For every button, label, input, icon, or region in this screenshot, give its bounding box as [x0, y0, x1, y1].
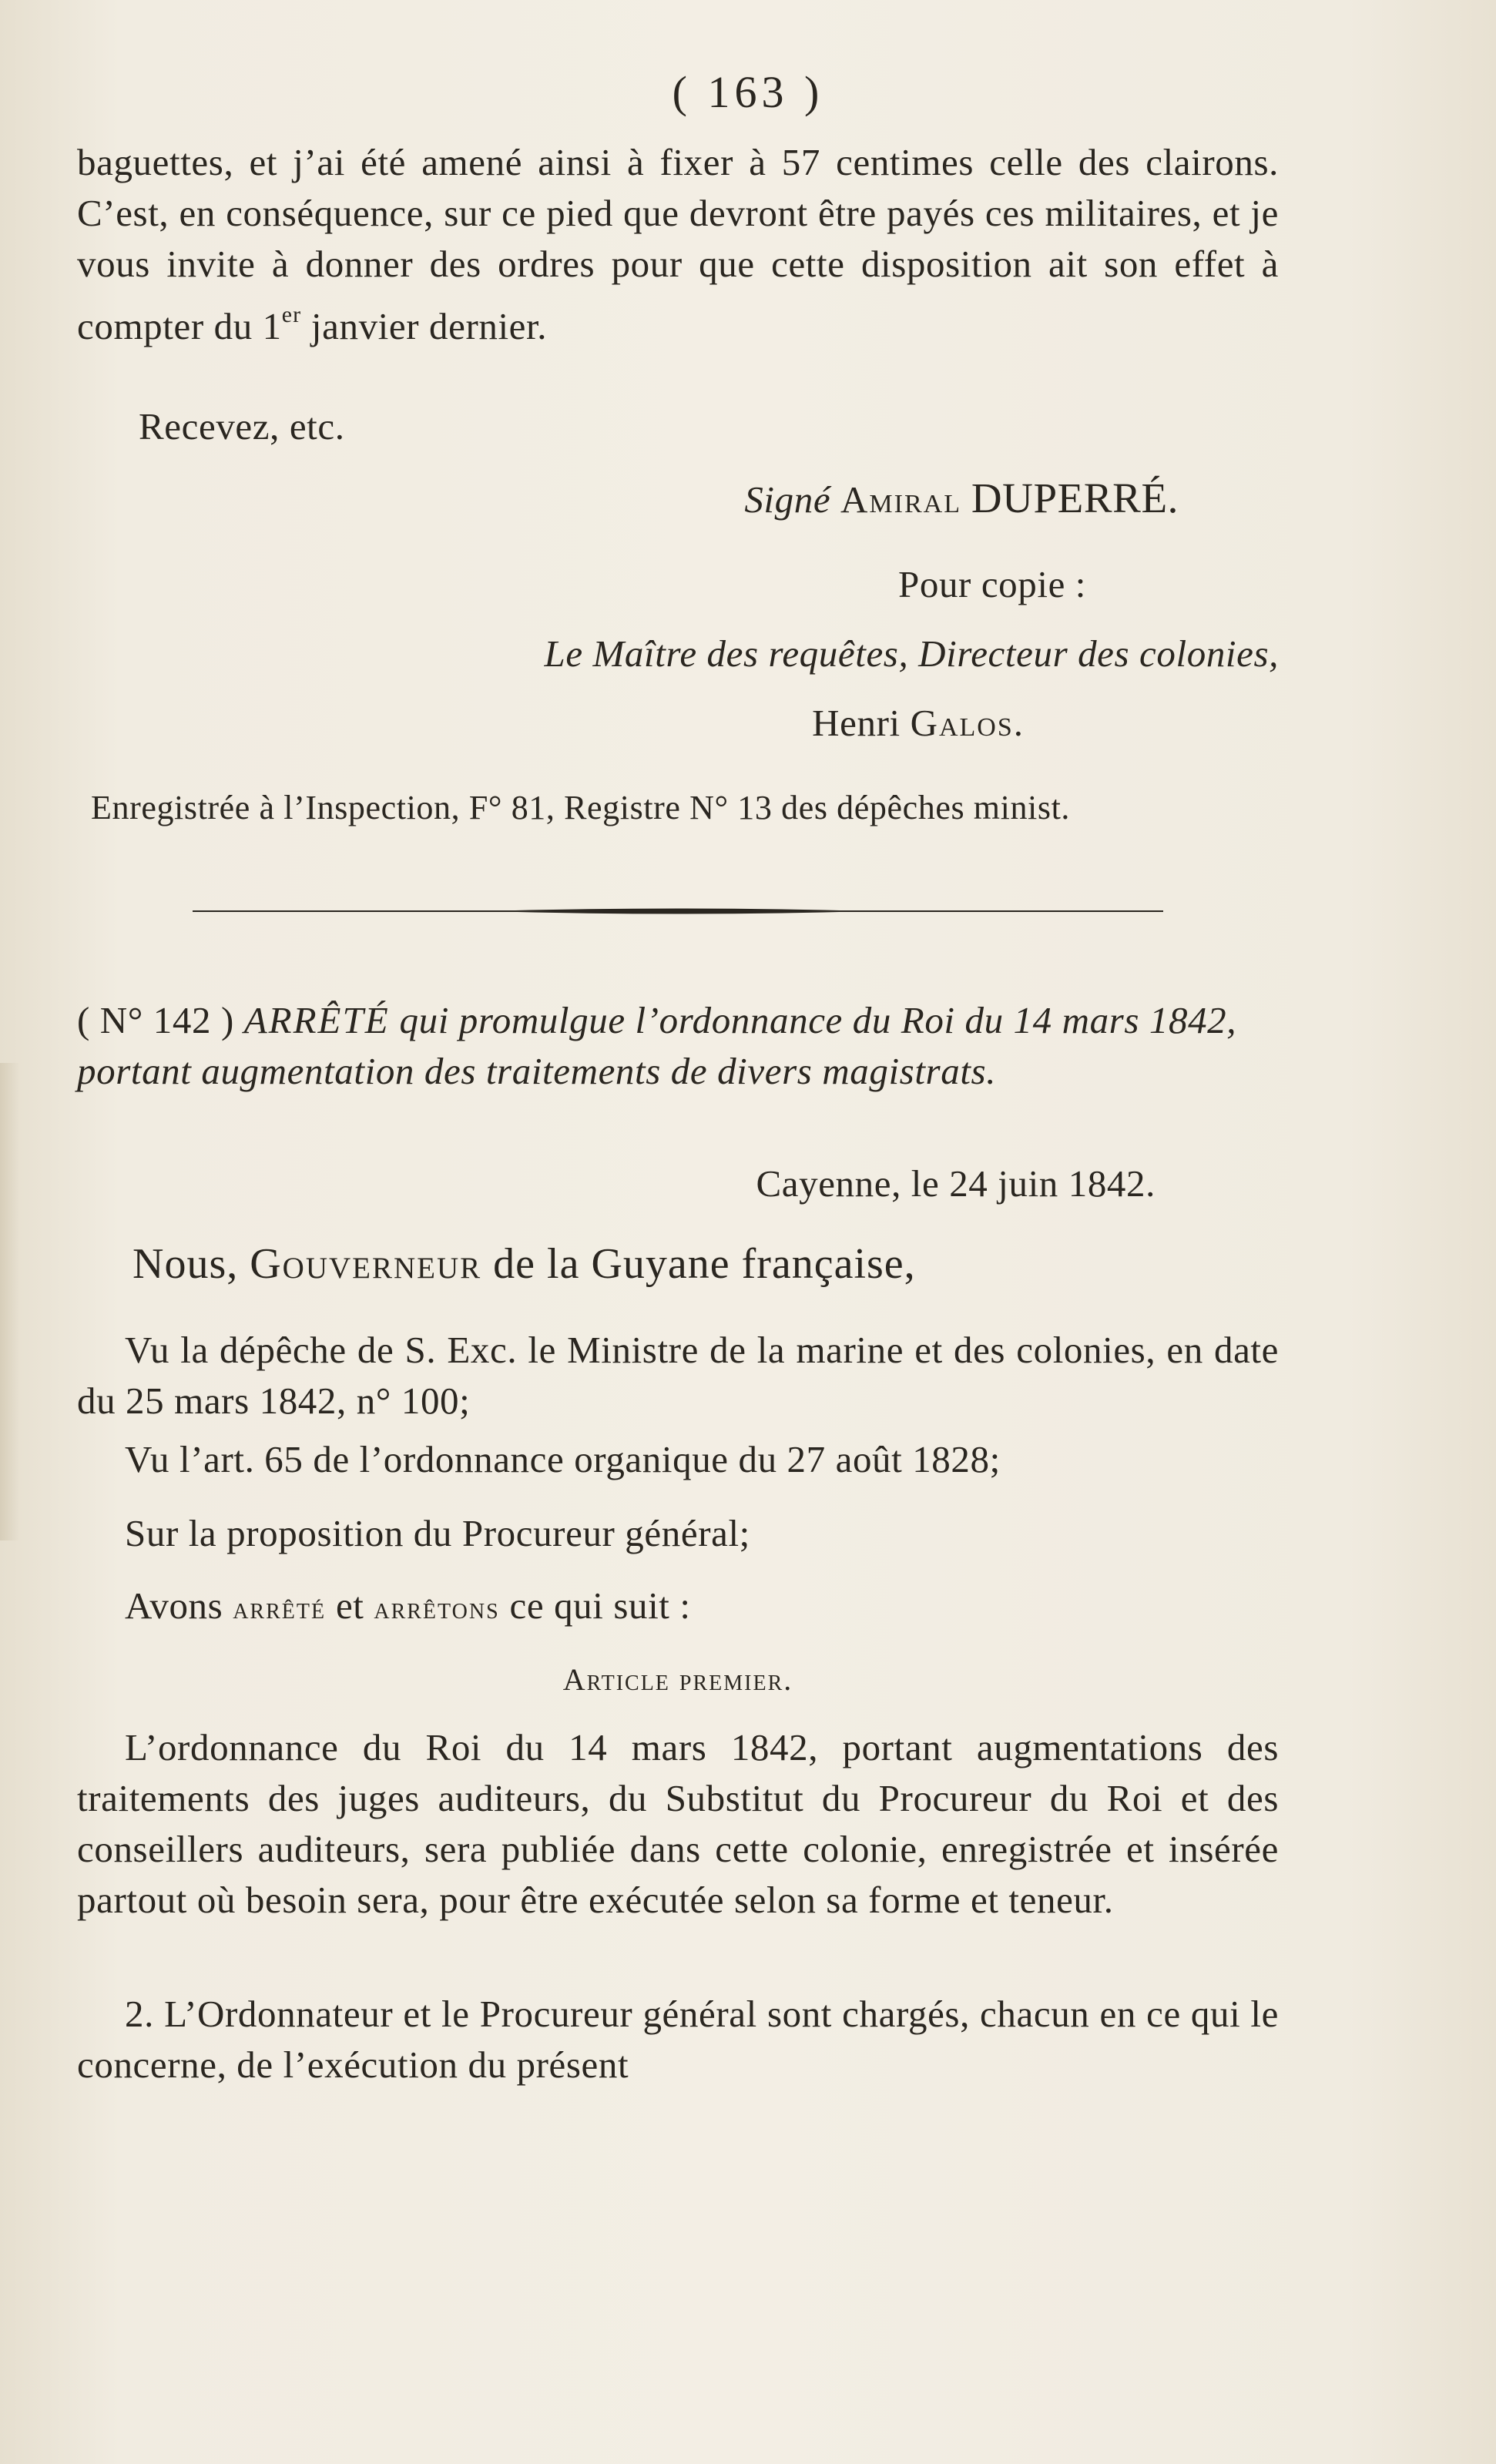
decision-arretons: arrêtons: [374, 1591, 500, 1625]
letter-paragraph: [77, 137, 1279, 352]
considerant-proposition: Sur la proposition du Procureur général;: [125, 1512, 750, 1554]
signature-title: Amiral: [840, 478, 961, 521]
governor-line: [132, 1239, 1334, 1289]
decision-et: et: [335, 1584, 364, 1627]
article-1: L’ordonnance du Roi du 14 mars 1842, portant augmentations des traitements des juges auditeurs, du Substitut du Procureur du Roi et des conseillers auditeurs, sera publiée dans cette colonie, enregistrée et insérée partout où besoin sera, pour être exécutée selon sa forme et teneur.: [77, 1726, 1279, 1921]
letter-text: baguettes, et j’ai été amené ainsi à fixer à 57 centimes celle des clairons. C’est, en conséquence, sur ce pied que devront être payés ces militaires, et je vous invite à donner des ordres pour que cette disposition ait son effet à compter du 1: [77, 141, 1279, 347]
copy-label: Pour copie :: [898, 563, 1086, 605]
considerant-depeche: Vu la dépêche de S. Exc. le Ministre de la marine et des colonies, en date du 25 mars 1842, n° 100;: [77, 1329, 1279, 1422]
signature-line: [0, 473, 1179, 525]
copy-first-name: Henri: [812, 702, 901, 744]
decision-arrete: arrêté: [233, 1591, 327, 1625]
arrete-number: ( N° 142 ): [77, 999, 234, 1041]
article-2: 2. L’Ordonnateur et le Procureur général sont chargés, chacun en ce qui le concerne, de l’exécution du présent: [77, 1993, 1279, 2086]
decision-avons: Avons: [125, 1584, 223, 1627]
registration-note: Enregistrée à l’Inspection, F° 81, Registre N° 13 des dépêches minist.: [91, 789, 1071, 826]
paper-stain: [0, 1063, 20, 1540]
dateline: Cayenne, le 24 juin 1842.: [756, 1162, 1156, 1205]
article-heading: [0, 1654, 1356, 1705]
copy-last-name: Galos.: [910, 702, 1025, 744]
decision-rest: ce qui suit :: [509, 1584, 691, 1627]
governor-nous: Nous,: [132, 1240, 239, 1288]
article-heading-label: Article premier.: [562, 1662, 793, 1697]
signature-prefix: Signé: [744, 478, 831, 521]
copy-office: Le Maître des requêtes, Directeur des colonies,: [544, 632, 1279, 675]
section-divider: [193, 906, 1163, 917]
considerant-ordonnance: Vu l’art. 65 de l’ordonnance organique du 27 août 1828;: [125, 1438, 1001, 1480]
letter-superscript: er: [281, 302, 302, 327]
arrete-title: qui promulgue l’ordonnance du Roi du 14 mars 1842, portant augmentation des traitements de divers magistrats.: [77, 999, 1237, 1092]
copy-signatory: [0, 698, 1025, 749]
arrete-title-caps: ARRÊTÉ: [243, 999, 390, 1041]
signature-name: DUPERRÉ.: [971, 474, 1179, 521]
letter-text-end: janvier dernier.: [301, 305, 548, 347]
page-number: ( 163 ): [672, 67, 824, 117]
decision-formula: [125, 1581, 1327, 1634]
governor-place: de la Guyane française,: [493, 1240, 916, 1288]
governor-title: Gouverneur: [250, 1240, 482, 1288]
closing-formula: Recevez, etc.: [139, 405, 345, 448]
arrete-heading: [77, 995, 1279, 1097]
